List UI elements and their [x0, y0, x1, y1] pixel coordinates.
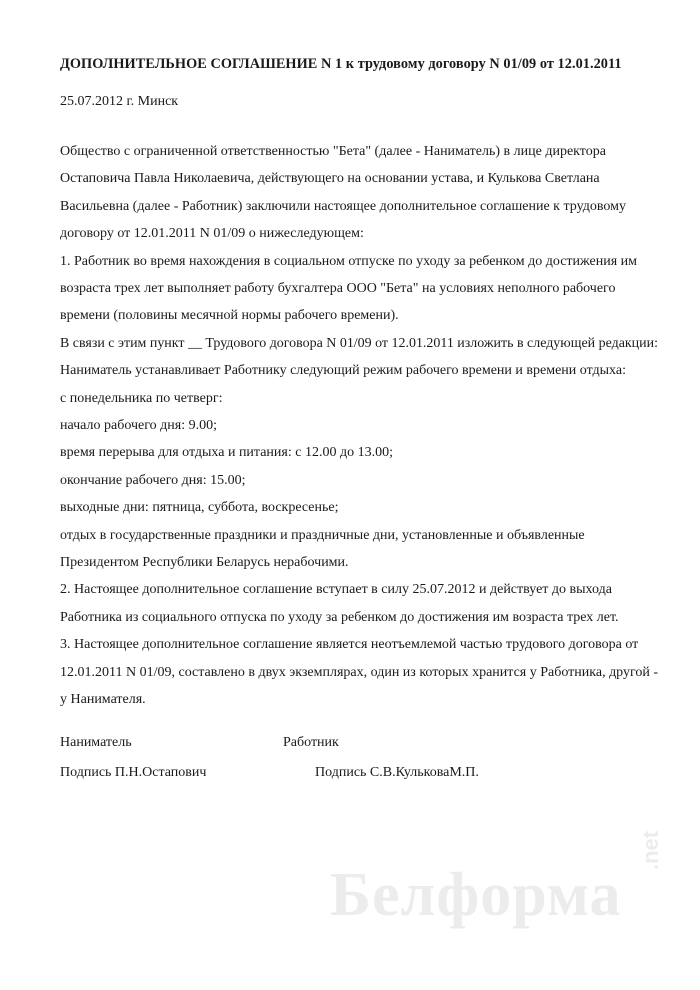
body-line: договору от 12.01.2011 N 01/09 о нижеследующем: — [60, 226, 364, 242]
employer-signature: Подпись П.Н.Остапович — [60, 765, 207, 780]
watermark-logo: Белформа — [330, 861, 622, 929]
body-line: с понедельника по четверг: — [60, 390, 223, 406]
body-line: начало рабочего дня: 9.00; — [60, 418, 217, 433]
body-line: 12.01.2011 N 01/09, составлено в двух экземплярах, один из которых хранится у Работника, другой - — [60, 664, 659, 680]
body-line: Общество с ограниченной ответственностью "Бета" (далее - Наниматель) в лице директора — [60, 144, 606, 159]
body-line: В связи с этим пункт __ Трудового договора N 01/09 от 12.01.2011 изложить в следующей редакции: — [60, 335, 658, 351]
body-line: времени (половины месячной нормы рабочего времени). — [60, 308, 399, 324]
employee-label: Работник — [283, 735, 339, 750]
employee-signature: Подпись С.В.КульковаМ.П. — [315, 765, 479, 780]
body-line: Васильевна (далее - Работник) заключили настоящее дополнительное соглашение к трудовому — [60, 198, 626, 214]
body-line: Наниматель устанавливает Работнику следующий режим рабочего времени и времени отдыха: — [60, 363, 626, 379]
body-line: у Нанимателя. — [60, 692, 146, 707]
body-line: возраста трех лет выполняет работу бухгалтера ООО "Бета" на условиях неполного рабочего — [60, 281, 616, 296]
body-line: Остаповича Павла Николаевича, действующего на основании устава, и Кулькова Светлана — [60, 171, 600, 187]
body-line: 3. Настоящее дополнительное соглашение является неотъемлемой частью трудового договора от — [60, 637, 639, 653]
body-line: отдых в государственные праздники и праздничные дни, установленные и объявленные — [60, 527, 585, 543]
watermark-suffix: .net — [638, 830, 663, 870]
employer-label: Наниматель — [60, 735, 132, 750]
body-line: 1. Работник во время нахождения в социальном отпуске по уходу за ребенком до достижения им — [60, 253, 638, 269]
body-line: 2. Настоящее дополнительное соглашение вступает в силу 25.07.2012 и действует до выхода — [60, 582, 612, 598]
date-place: 25.07.2012 г. Минск — [60, 94, 179, 109]
body-line: выходные дни: пятница, суббота, воскресенье; — [60, 500, 339, 516]
body-line: время перерыва для отдыха и питания: с 12.00 до 13.00; — [60, 445, 393, 461]
body-line: Президентом Республики Беларусь нерабочими. — [60, 555, 349, 570]
document-title: ДОПОЛНИТЕЛЬНОЕ СОГЛАШЕНИЕ N 1 к трудовому договору N 01/09 от 12.01.2011 — [60, 56, 622, 72]
body-line: Работника из социального отпуска по уходу за ребенком до достижения им возраста трех лет. — [60, 609, 619, 625]
body-line: окончание рабочего дня: 15.00; — [60, 472, 246, 488]
